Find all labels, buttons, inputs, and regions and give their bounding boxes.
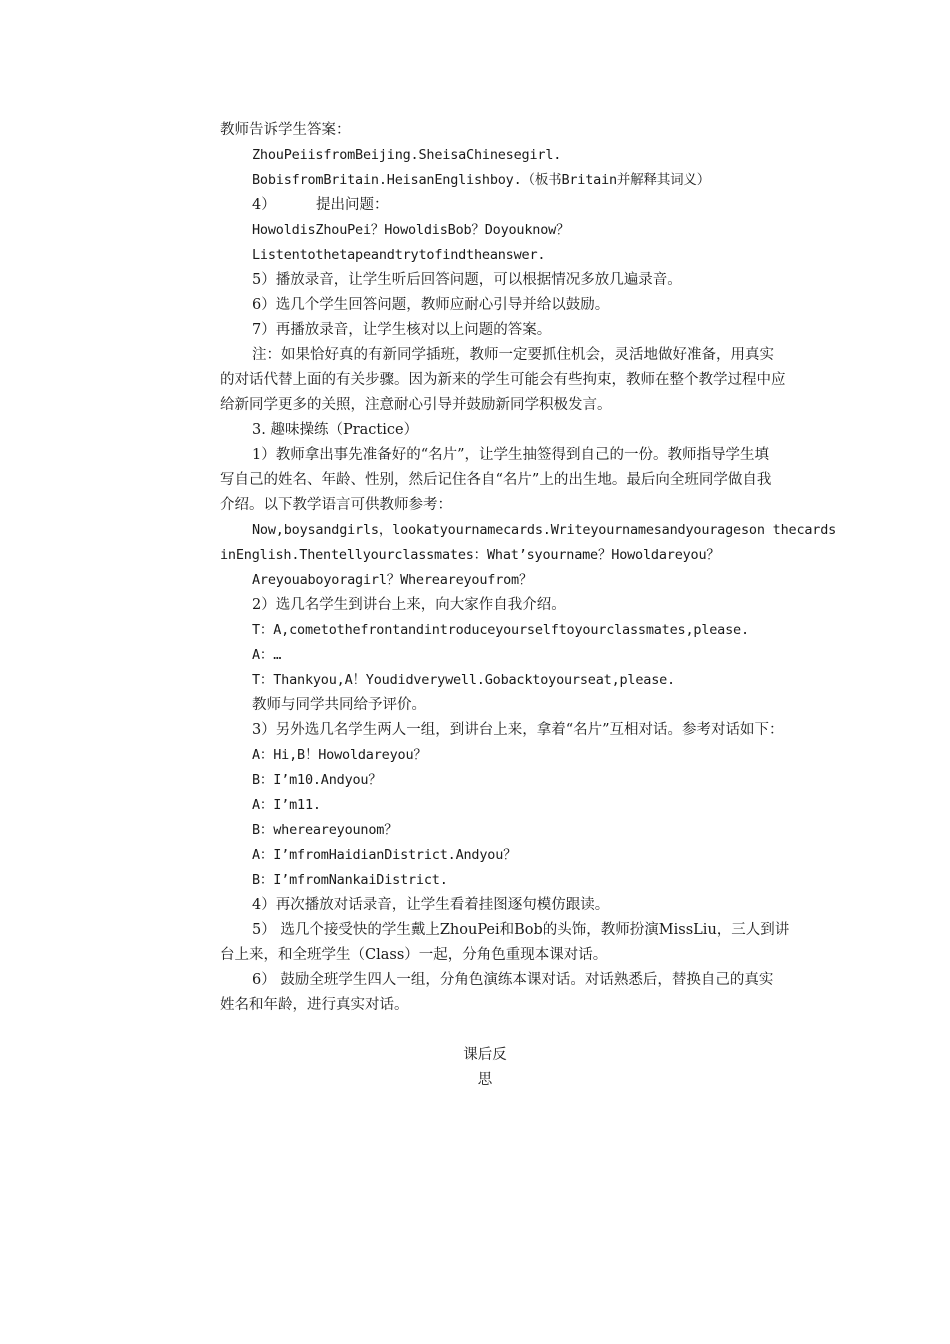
text-line: 5）播放录音，让学生听后回答问题，可以根据情况多放几遍录音。 — [252, 272, 682, 288]
text-line: 注：如果恰好真的有新同学插班，教师一定要抓住机会，灵活地做好准备，用真实 — [252, 347, 774, 363]
text-line: 4）再次播放对话录音，让学生看着挂图逐句模仿跟读。 — [252, 897, 610, 913]
text-line: 6）选几个学生回答问题，教师应耐心引导并给以鼓励。 — [252, 297, 610, 313]
text-line: 教师与同学共同给予评价。 — [252, 697, 426, 713]
text-line: 的对话代替上面的有关步骤。因为新来的学生可能会有些拘束，教师在整个教学过程中应 — [220, 372, 786, 388]
text-line: HowoldisZhouPei？HowoldisBob？Doyouknow？ — [252, 222, 570, 238]
step-line — [220, 193, 842, 218]
text-line: Now,boysandgirls，lookatyournamecards.Writeyournamesandyourageson thecards — [252, 522, 837, 538]
text-line: 给新同学更多的关照，注意耐心引导并鼓励新同学积极发言。 — [220, 397, 612, 413]
text-line: B：whereareyounom？ — [252, 822, 398, 838]
step-text: 提出问题： — [316, 197, 389, 213]
text-line: 台上来，和全班学生（Class）一起，分角色重现本课对话。 — [220, 947, 608, 963]
text-line: 1）教师拿出事先准备好的“名片”，让学生抽签得到自己的一份。教师指导学生填 — [252, 447, 770, 463]
text-line: Listentothetapeandtrytofindtheanswer. — [252, 247, 546, 263]
document-body — [220, 118, 842, 1018]
text-line: T：Thankyou,A！Youdidverywell.Gobacktoyourseat,please. — [252, 672, 675, 688]
reflection-label — [440, 1043, 530, 1093]
section-heading: 3. 趣味操练（Practice） — [252, 422, 419, 438]
text-line: A：I’m11. — [252, 797, 321, 813]
text-line: 2）选几名学生到讲台上来，向大家作自我介绍。 — [252, 597, 566, 613]
text-line: BobisfromBritain.HeisanEnglishboy.（板书Britain并解释其词义） — [252, 172, 711, 188]
step-number: 4） — [252, 197, 276, 213]
text-line: 6） 鼓励全班学生四人一组，分角色演练本课对话。对话熟悉后，替换自己的真实 — [252, 972, 774, 988]
text-line: A：… — [252, 647, 282, 663]
text-line: 7）再播放录音，让学生核对以上问题的答案。 — [252, 322, 552, 338]
text-line: 5） 选几个接受快的学生戴上ZhouPei和Bob的头饰，教师扮演MissLiu，三人到讲 — [252, 922, 790, 938]
text-line: B：I’mfromNankaiDistrict. — [252, 872, 448, 888]
text-line: 写自己的姓名、年龄、性别，然后记住各自“名片”上的出生地。最后向全班同学做自我 — [220, 472, 772, 488]
text-line: 3）另外选几名学生两人一组，到讲台上来，拿着“名片”互相对话。参考对话如下： — [252, 722, 784, 738]
text-line: Areyouaboyoragirl？Whereareyoufrom？ — [252, 572, 533, 588]
text-line: 介绍。以下教学语言可供教师参考： — [220, 497, 452, 513]
footer-line: 思 — [477, 1072, 493, 1088]
text-line: inEnglish.Thentellyourclassmates：What’syourname？Howoldareyou？ — [220, 547, 720, 563]
text-line: A：I’mfromHaidianDistrict.Andyou？ — [252, 847, 517, 863]
text-line: A：Hi,B！Howoldareyou？ — [252, 747, 427, 763]
text-line: 教师告诉学生答案： — [220, 122, 351, 138]
text-line: 姓名和年龄，进行真实对话。 — [220, 997, 409, 1013]
text-line: T：A,cometothefrontandintroduceyourselftoyourclassmates,please. — [252, 622, 749, 638]
footer-line: 课后反 — [463, 1047, 507, 1063]
text-line: B：I’m10.Andyou？ — [252, 772, 382, 788]
text-line: ZhouPeiisfromBeijing.SheisaChinesegirl. — [252, 147, 562, 163]
